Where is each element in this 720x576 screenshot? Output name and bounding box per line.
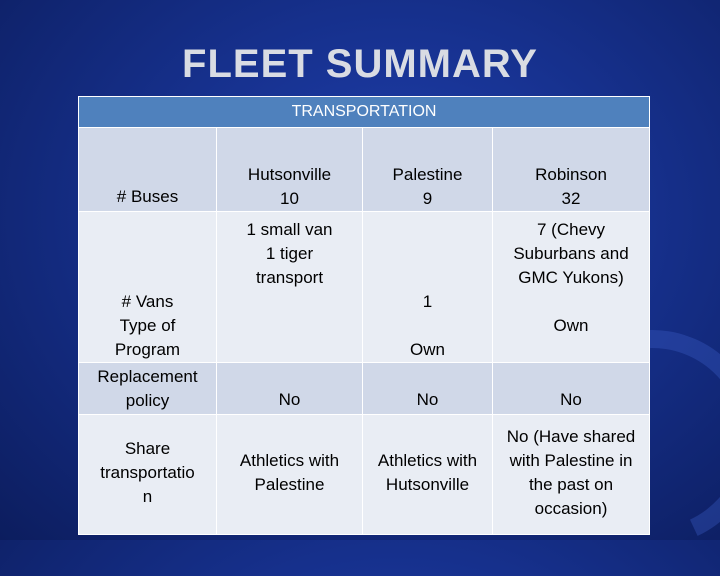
cell-value: Athletics with Palestine xyxy=(217,415,363,535)
table-row xyxy=(79,128,650,212)
row-label: Share transportatio n xyxy=(79,415,217,535)
cell-value: No xyxy=(217,363,363,415)
row-label: Replacement policy xyxy=(79,363,217,415)
cell-value: 32 xyxy=(561,189,581,208)
table-cell xyxy=(217,128,363,212)
cell-value: 1 Own xyxy=(363,212,493,363)
cell-value: No xyxy=(493,363,650,415)
table-header: TRANSPORTATION xyxy=(79,97,650,128)
cell-value: No xyxy=(363,363,493,415)
cell-value: 1 small van 1 tiger transport xyxy=(217,212,363,363)
table-row xyxy=(79,415,650,535)
cell-value: 10 xyxy=(280,189,299,208)
row-label: # Buses xyxy=(79,128,217,212)
column-header: Palestine xyxy=(392,165,463,184)
cell-value: No (Have shared with Palestine in the past on occasion) xyxy=(493,415,650,535)
column-header: Robinson xyxy=(535,165,607,184)
table-row xyxy=(79,363,650,415)
row-label: # Vans Type of Program xyxy=(79,212,217,363)
fleet-table xyxy=(78,96,650,535)
column-header: Hutsonville xyxy=(247,165,332,184)
table-cell xyxy=(363,128,493,212)
table-header-row xyxy=(79,97,650,128)
cell-value: Athletics with Hutsonville xyxy=(363,415,493,535)
table-row xyxy=(79,212,650,363)
table-cell xyxy=(493,128,650,212)
cell-value: 7 (Chevy Suburbans and GMC Yukons) Own xyxy=(493,212,650,363)
cell-value: 9 xyxy=(422,189,433,208)
slide-title: FLEET SUMMARY xyxy=(182,42,538,86)
